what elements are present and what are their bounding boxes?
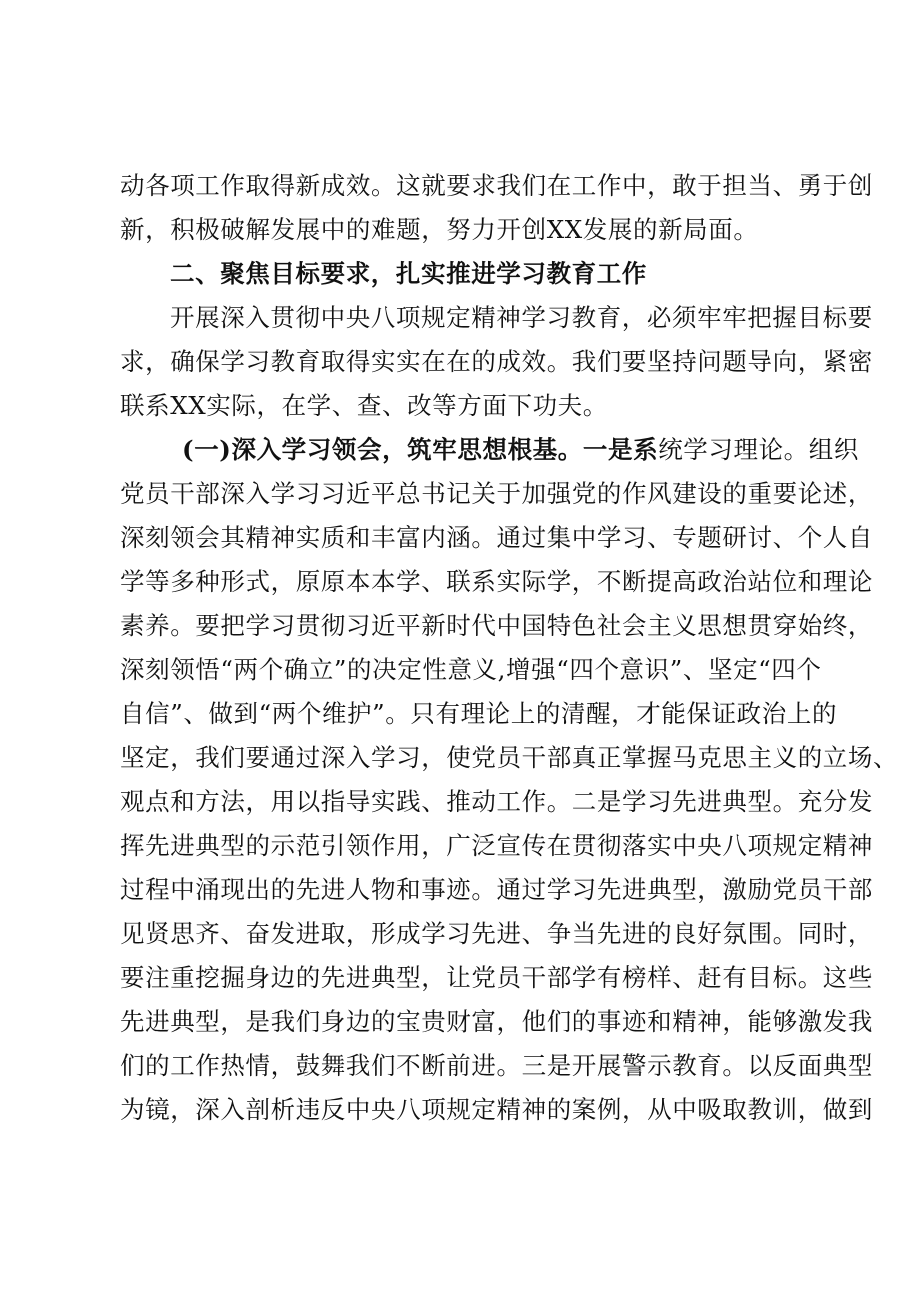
subsection-heading: (一)深入学习领会，筑牢思想根基。一是系 [182, 435, 659, 464]
paragraph-line: 观点和方法，用以指导实践、推动工作。二是学习先进典型。充分发 [120, 787, 873, 816]
paragraph-line: 坚定，我们要通过深入学习，使党员干部真正掌握马克思主义的立场、 [120, 743, 899, 772]
paragraph-line: 自信”、做到“两个维护”。只有理论上的清醒，才能保证政治上的 [120, 699, 838, 728]
paragraph-line: 挥先进典型的示范引领作用，广泛宣传在贯彻落实中央八项规定精神 [120, 831, 873, 860]
paragraph-line: 先进典型，是我们身边的宝贵财富，他们的事迹和精神，能够激发我 [120, 1007, 873, 1036]
paragraph-line: 党员干部深入学习习近平总书记关于加强党的作风建设的重要论述， [120, 479, 873, 508]
paragraph-line: 联系XX实际，在学、查、改等方面下功夫。 [120, 391, 608, 420]
paragraph-line: 深刻领悟“两个确立”的决定性意义,增强“四个意识”、坚定“四个 [120, 655, 822, 684]
paragraph-line: 为镜，深入剖析违反中央八项规定精神的案例，从中吸取教训，做到 [120, 1095, 873, 1124]
paragraph-line: 要注重挖掘身边的先进典型，让党员干部学有榜样、赶有目标。这些 [120, 963, 873, 992]
section-heading: 二、聚焦目标要求，扎实推进学习教育工作 [170, 259, 647, 288]
paragraph-line: 求，确保学习教育取得实实在在的成效。我们要坚持问题导向，紧密 [120, 347, 873, 376]
paragraph-line: 新，积极破解发展中的难题，努力开创XX发展的新局面。 [120, 215, 759, 244]
paragraph-line: 见贤思齐、奋发进取，形成学习先进、争当先进的良好氛围。同时， [120, 919, 873, 948]
paragraph-line: 们的工作热情，鼓舞我们不断前进。三是开展警示教育。以反面典型 [120, 1051, 873, 1080]
paragraph-line: 过程中涌现出的先进人物和事迹。通过学习先进典型，激励党员干部 [120, 875, 873, 904]
subsection-lead-rest: 统学习理论。组织 [658, 435, 859, 464]
subsection-lead-line [182, 430, 859, 470]
paragraph-line: 学等多种形式，原原本本学、联系实际学，不断提高政治站位和理论 [120, 567, 873, 596]
paragraph-line: 深刻领会其精神实质和丰富内涵。通过集中学习、专题研讨、个人自 [120, 523, 873, 552]
paragraph-line: 素养。要把学习贯彻习近平新时代中国特色社会主义思想贯穿始终， [120, 611, 873, 640]
paragraph-line: 开展深入贯彻中央八项规定精神学习教育，必须牢牢把握目标要 [170, 303, 873, 332]
paragraph-line: 动各项工作取得新成效。这就要求我们在工作中，敢于担当、勇于创 [120, 171, 873, 200]
